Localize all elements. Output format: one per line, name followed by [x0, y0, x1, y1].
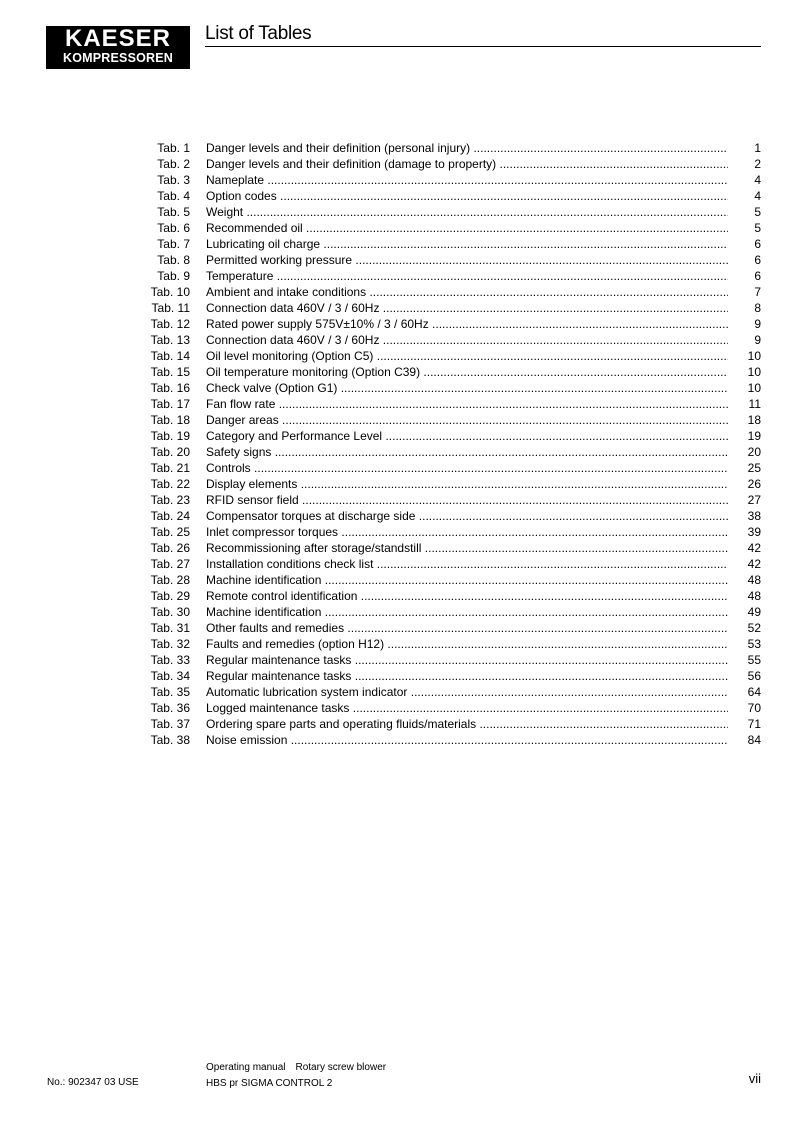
toc-entry-page[interactable]: 49 — [747, 605, 761, 619]
toc-entry-page[interactable]: 52 — [747, 621, 761, 635]
toc-entry[interactable] — [0, 716, 793, 732]
toc-entry-label: Tab. 28 — [150, 573, 190, 587]
toc-entry[interactable] — [0, 268, 793, 284]
toc-entry-page[interactable]: 10 — [747, 365, 761, 379]
toc-entry-label: Tab. 11 — [151, 301, 190, 315]
toc-entry-title[interactable]: Faults and remedies (option H12) ..... — [206, 636, 728, 652]
toc-entry-page[interactable]: 26 — [747, 477, 761, 491]
toc-entry-page[interactable]: 71 — [747, 717, 761, 731]
kaeser-logo — [46, 26, 190, 69]
toc-entry-title[interactable]: Category and Performance Level ..... — [206, 428, 728, 444]
toc-entry-page[interactable]: 84 — [747, 733, 761, 747]
toc-entry[interactable] — [0, 540, 793, 556]
toc-entry-title[interactable]: Controls ..... — [206, 460, 728, 476]
toc-entry-title[interactable]: Compensator torques at discharge side ..... — [206, 508, 728, 524]
toc-entry-title[interactable]: Machine identification ..... — [206, 604, 728, 620]
toc-entry-page[interactable]: 8 — [754, 301, 761, 315]
toc-entry-page[interactable]: 42 — [747, 557, 761, 571]
toc-entry[interactable] — [0, 652, 793, 668]
toc-entry-title[interactable]: Connection data 460V / 3 / 60Hz ..... — [206, 300, 728, 316]
toc-entry-title[interactable]: Logged maintenance tasks ..... — [206, 700, 728, 716]
toc-entry-title[interactable]: Rated power supply 575V±10% / 3 / 60Hz ..... — [206, 316, 728, 332]
toc-entry[interactable] — [0, 156, 793, 172]
toc-entry-title[interactable]: Nameplate ..... — [206, 172, 728, 188]
toc-entry[interactable] — [0, 172, 793, 188]
toc-entry[interactable] — [0, 508, 793, 524]
toc-entry-page[interactable]: 5 — [754, 221, 761, 235]
toc-entry-label: Tab. 6 — [157, 221, 190, 235]
toc-entry-title[interactable]: RFID sensor field ..... — [206, 492, 728, 508]
toc-entry-page[interactable]: 4 — [754, 173, 761, 187]
toc-entry[interactable] — [0, 636, 793, 652]
toc-entry-label: Tab. 38 — [150, 733, 190, 747]
toc-entry-label: Tab. 31 — [150, 621, 190, 635]
toc-entry-label: Tab. 12 — [150, 317, 190, 331]
toc-entry-label: Tab. 30 — [150, 605, 190, 619]
toc-entry-page[interactable]: 5 — [754, 205, 761, 219]
toc-entry-title[interactable]: Inlet compressor torques ..... — [206, 524, 728, 540]
toc-entry[interactable] — [0, 236, 793, 252]
toc-entry-title[interactable]: Permitted working pressure ..... — [206, 252, 728, 268]
toc-entry-page[interactable]: 2 — [754, 157, 761, 171]
toc-entry-page[interactable]: 39 — [747, 525, 761, 539]
product-name: Rotary screw blower — [295, 1062, 387, 1073]
toc-entry-title[interactable]: Ordering spare parts and operating fluids/materials ..... — [206, 716, 728, 732]
toc-entry-page[interactable]: 70 — [747, 701, 761, 715]
toc-entry-title[interactable]: Fan flow rate ..... — [206, 396, 728, 412]
toc-entry-label: Tab. 15 — [150, 365, 190, 379]
toc-entry-page[interactable]: 7 — [754, 285, 761, 299]
toc-entry[interactable] — [0, 300, 793, 316]
toc-entry-page[interactable]: 9 — [754, 333, 761, 347]
toc-entry-label: Tab. 17 — [150, 397, 190, 411]
toc-entry[interactable] — [0, 252, 793, 268]
toc-entry-title[interactable]: Recommended oil ..... — [206, 220, 728, 236]
toc-entry[interactable] — [0, 220, 793, 236]
toc-entry-title[interactable]: Regular maintenance tasks ..... — [206, 652, 728, 668]
toc-entry-title[interactable]: Weight ..... — [206, 204, 728, 220]
page-title: List of Tables — [205, 23, 312, 44]
toc-entry-title[interactable]: Connection data 460V / 3 / 60Hz ..... — [206, 332, 728, 348]
toc-entry-page[interactable]: 10 — [747, 349, 761, 363]
toc-entry[interactable] — [0, 588, 793, 604]
toc-entry-label: Tab. 13 — [150, 333, 190, 347]
toc-entry-page[interactable]: 53 — [747, 637, 761, 651]
toc-entry-title[interactable]: Installation conditions check list ..... — [206, 556, 728, 572]
toc-entry[interactable] — [0, 604, 793, 620]
toc-entry[interactable] — [0, 428, 793, 444]
logo-brand-name: KAESER — [64, 25, 172, 52]
toc-entry-label: Tab. 7 — [157, 237, 190, 251]
toc-entry-title[interactable]: Danger areas ..... — [206, 412, 728, 428]
toc-entry-page[interactable]: 6 — [754, 237, 761, 251]
toc-entry[interactable] — [0, 140, 793, 156]
toc-entry[interactable] — [0, 572, 793, 588]
manual-type: Operating manual — [206, 1062, 286, 1073]
toc-entry-title[interactable]: Safety signs ..... — [206, 444, 728, 460]
toc-entry-title[interactable]: Remote control identification ..... — [206, 588, 728, 604]
toc-entry-label: Tab. 36 — [150, 701, 190, 715]
toc-entry-label: Tab. 2 — [157, 157, 190, 171]
toc-entry-label: Tab. 19 — [150, 429, 190, 443]
toc-entry[interactable] — [0, 732, 793, 748]
toc-entry-title[interactable]: Display elements ..... — [206, 476, 728, 492]
toc-entry[interactable] — [0, 204, 793, 220]
toc-entry-label: Tab. 37 — [150, 717, 190, 731]
toc-entry-page[interactable]: 1 — [754, 141, 761, 155]
toc-entry-page[interactable]: 20 — [747, 445, 761, 459]
toc-entry[interactable] — [0, 460, 793, 476]
toc-entry-title[interactable]: Noise emission ..... — [206, 732, 728, 748]
toc-entry[interactable] — [0, 332, 793, 348]
toc-entry-label: Tab. 14 — [150, 349, 190, 363]
toc-entry-label: Tab. 8 — [157, 253, 190, 267]
toc-entry-page[interactable]: 48 — [747, 573, 761, 587]
toc-entry[interactable] — [0, 348, 793, 364]
toc-entry-title[interactable]: Machine identification ..... — [206, 572, 728, 588]
toc-entry-label: Tab. 9 — [157, 269, 190, 283]
toc-entry-page[interactable]: 4 — [754, 189, 761, 203]
toc-entry-page[interactable]: 11 — [748, 397, 761, 411]
toc-entry-title[interactable]: Ambient and intake conditions ..... — [206, 284, 728, 300]
toc-entry[interactable] — [0, 476, 793, 492]
toc-entry-label: Tab. 32 — [150, 637, 190, 651]
toc-entry[interactable] — [0, 380, 793, 396]
toc-entry-title[interactable]: Option codes ..... — [206, 188, 728, 204]
toc-entry-label: Tab. 20 — [150, 445, 190, 459]
toc-entry-title[interactable]: Temperature ..... — [206, 268, 728, 284]
toc-entry-title[interactable]: Regular maintenance tasks ..... — [206, 668, 728, 684]
toc-entry-page[interactable]: 6 — [754, 253, 761, 267]
toc-entry-title[interactable]: Recommissioning after storage/standstill ..... — [206, 540, 728, 556]
toc-entry-page[interactable]: 56 — [747, 669, 761, 683]
toc-entry-label: Tab. 34 — [150, 669, 190, 683]
toc-entry-page[interactable]: 9 — [754, 317, 761, 331]
toc-entry[interactable] — [0, 412, 793, 428]
toc-entry[interactable] — [0, 620, 793, 636]
toc-entry-label: Tab. 16 — [150, 381, 190, 395]
toc-entry[interactable] — [0, 668, 793, 684]
toc-entry-label: Tab. 27 — [150, 557, 190, 571]
toc-entry-label: Tab. 1 — [157, 141, 190, 155]
toc-entry[interactable] — [0, 284, 793, 300]
logo-brand-subtitle: KOMPRESSOREN — [62, 51, 174, 65]
toc-entry-title[interactable]: Oil temperature monitoring (Option C39) ..... — [206, 364, 728, 380]
toc-entry-page[interactable]: 10 — [747, 381, 761, 395]
toc-entry[interactable] — [0, 444, 793, 460]
title-divider — [205, 46, 761, 47]
toc-entry-label: Tab. 4 — [157, 189, 190, 203]
toc-entry-page[interactable]: 6 — [754, 269, 761, 283]
toc-entry-label: Tab. 23 — [150, 493, 190, 507]
toc-entry-page[interactable]: 18 — [747, 413, 761, 427]
toc-entry[interactable] — [0, 556, 793, 572]
toc-entry-label: Tab. 22 — [150, 477, 190, 491]
toc-entry-title[interactable]: Danger levels and their definition (damage to property) ..... — [206, 156, 728, 172]
toc-entry-page[interactable]: 48 — [747, 589, 761, 603]
toc-entry-page[interactable]: 64 — [747, 685, 761, 699]
toc-entry-title[interactable]: Lubricating oil charge ..... — [206, 236, 728, 252]
toc-entry[interactable] — [0, 700, 793, 716]
toc-entry-page[interactable]: 42 — [747, 541, 761, 555]
toc-entry-page[interactable]: 55 — [747, 653, 761, 667]
toc-entry-title[interactable]: Automatic lubrication system indicator ..... — [206, 684, 728, 700]
toc-entry[interactable] — [0, 524, 793, 540]
toc-entry-label: Tab. 26 — [150, 541, 190, 555]
toc-entry-title[interactable]: Other faults and remedies ..... — [206, 620, 728, 636]
toc-entry-page[interactable]: 27 — [747, 493, 761, 507]
toc-entry[interactable] — [0, 492, 793, 508]
toc-entry-label: Tab. 29 — [150, 589, 190, 603]
toc-entry-page[interactable]: 25 — [747, 461, 761, 475]
toc-entry[interactable] — [0, 316, 793, 332]
footer-manual-info — [206, 1061, 386, 1074]
toc-entry[interactable] — [0, 188, 793, 204]
toc-entry-page[interactable]: 19 — [747, 429, 761, 443]
toc-entry-label: Tab. 35 — [150, 685, 190, 699]
toc-entry-label: Tab. 33 — [150, 653, 190, 667]
toc-entry-label: Tab. 10 — [150, 285, 190, 299]
document-number: No.: 902347 03 USE — [47, 1077, 139, 1088]
toc-entry-label: Tab. 24 — [150, 509, 190, 523]
page-number: vii — [748, 1071, 761, 1086]
product-model: HBS pr SIGMA CONTROL 2 — [206, 1078, 333, 1089]
toc-entry[interactable] — [0, 364, 793, 380]
toc-entry-page[interactable]: 38 — [747, 509, 761, 523]
toc-entry-label: Tab. 5 — [157, 205, 190, 219]
toc-entry-label: Tab. 21 — [150, 461, 190, 475]
toc-entry[interactable] — [0, 684, 793, 700]
toc-entry-title[interactable]: Oil level monitoring (Option C5) ..... — [206, 348, 728, 364]
toc-entry-title[interactable]: Check valve (Option G1) ..... — [206, 380, 728, 396]
toc-entry-label: Tab. 25 — [150, 525, 190, 539]
toc-entry-label: Tab. 18 — [150, 413, 190, 427]
toc-entry-label: Tab. 3 — [157, 173, 190, 187]
toc-entry[interactable] — [0, 396, 793, 412]
toc-entry-title[interactable]: Danger levels and their definition (personal injury) ..... — [206, 140, 728, 156]
